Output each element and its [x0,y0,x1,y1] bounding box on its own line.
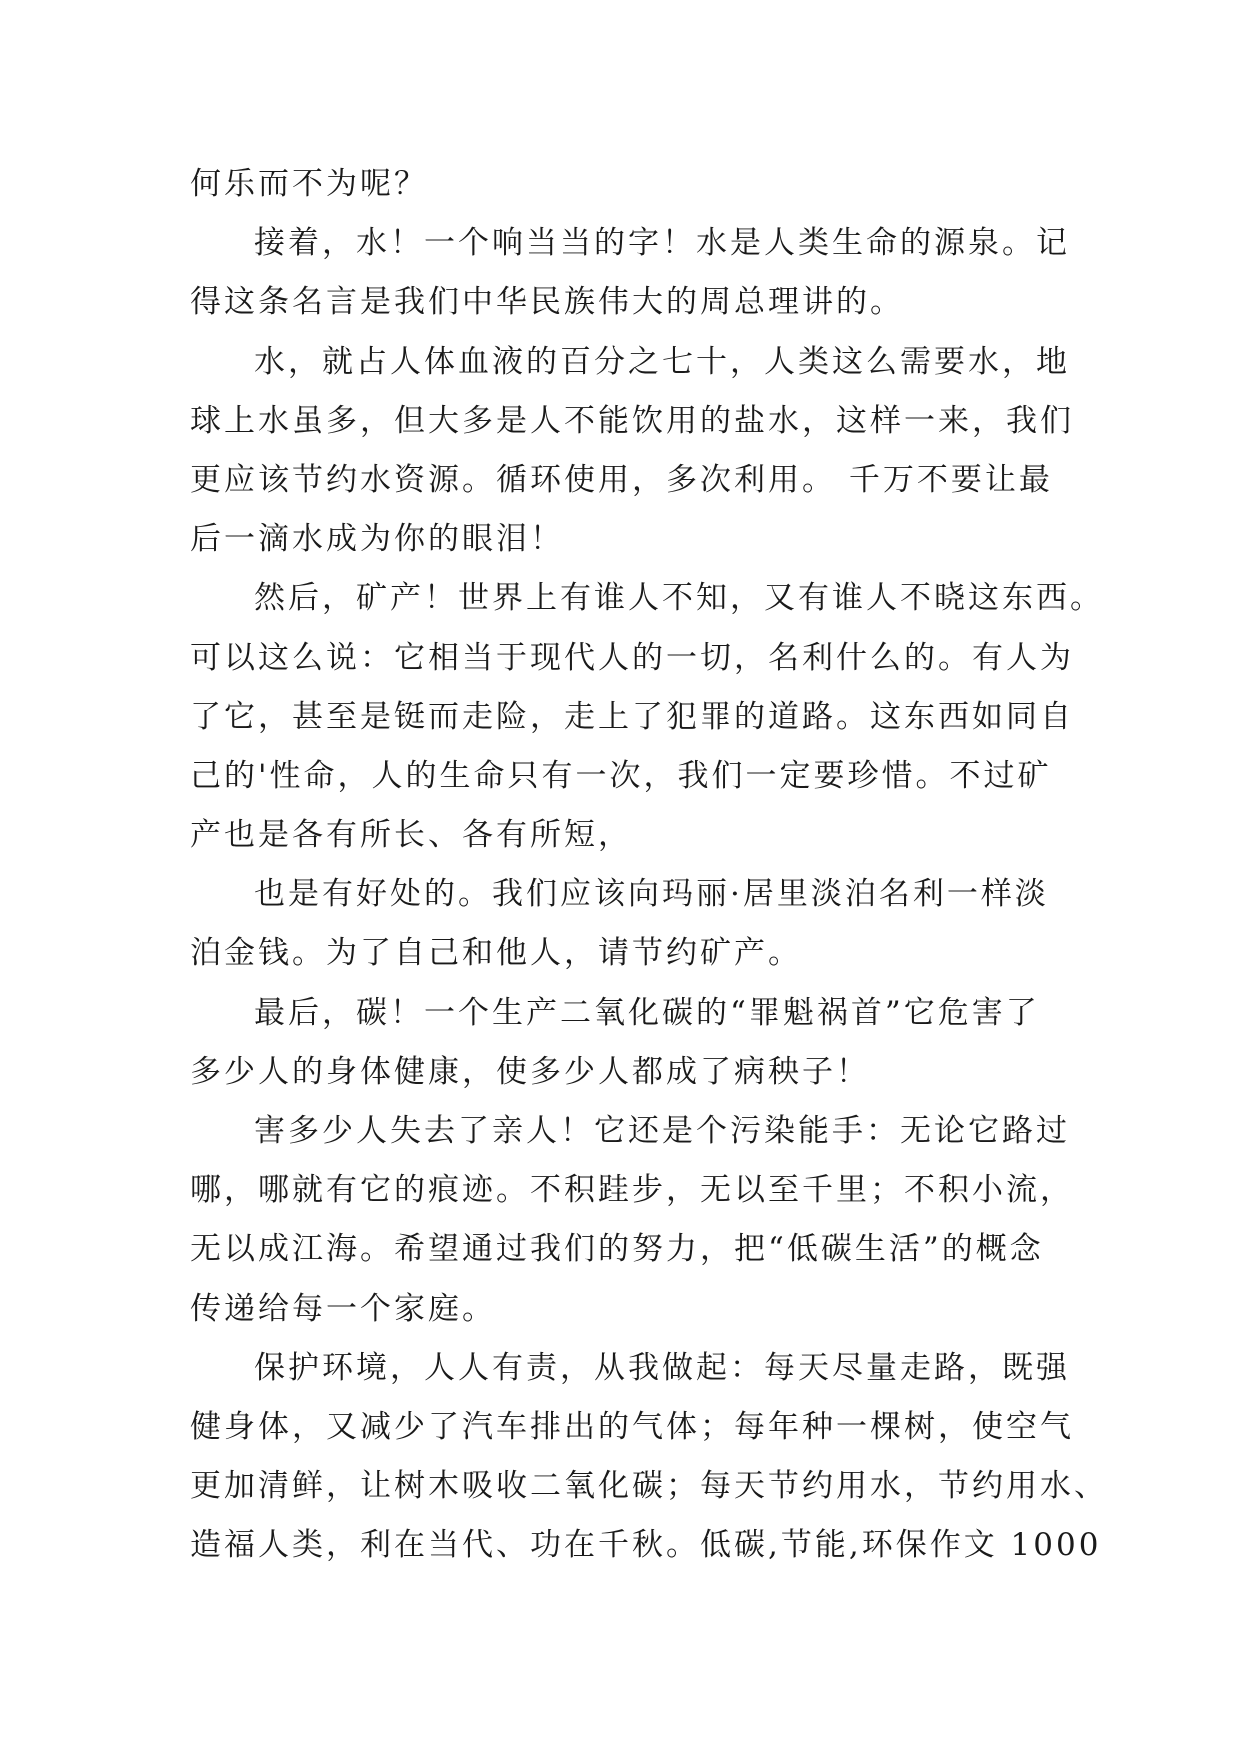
text-line: 泊金钱。为了自己和他人，请节约矿产。 [190,935,802,972]
text-line: 无以成江海。希望通过我们的努力，把“低碳生活”的概念 [190,1231,1044,1268]
text-line: 害多少人失去了亲人！它还是个污染能手：无论它路过 [254,1113,1070,1149]
text-line: 也是有好处的。我们应该向玛丽·居里淡泊名利一样淡 [254,876,1049,913]
text-line: 后一滴水成为你的眼泪！ [190,521,564,558]
text-line: 然后，矿产！世界上有谁人不知，又有谁人不晓这东西。 [254,580,1104,617]
document-body [190,155,1108,1576]
text-line: 更加清鲜，让树木吸收二氧化碳；每天节约用水，节约用水、 [190,1468,1108,1505]
text-line: 产也是各有所长、各有所短， [190,817,632,854]
text-line: 健身体，又减少了汽车排出的气体；每年种一棵树，使空气 [190,1408,1074,1445]
text-line: 何乐而不为呢？ [190,166,428,202]
text-line: 造福人类，利在当代、功在千秋。低碳,节能,环保作文 1000 [190,1527,1102,1564]
text-line: 水，就占人体血液的百分之七十，人类这么需要水，地 [254,343,1070,380]
text-line: 多少人的身体健康，使多少人都成了病秧子！ [190,1053,870,1090]
text-line: 球上水虽多，但大多是人不能饮用的盐水，这样一来，我们 [190,402,1074,439]
text-line: 传递给每一个家庭。 [190,1290,496,1327]
text-line: 最后，碳！一个生产二氧化碳的“罪魁祸首”它危害了 [254,994,1040,1031]
text-line: 了它，甚至是铤而走险，走上了犯罪的道路。这东西如同自 [190,698,1074,735]
text-line: 得这条名言是我们中华民族伟大的周总理讲的。 [190,284,904,321]
text-line: 己的'性命，人的生命只有一次，我们一定要珍惜。不过矿 [190,757,1052,794]
text-line: 保护环境，人人有责，从我做起：每天尽量走路，既强 [254,1349,1070,1386]
text-line: 哪，哪就有它的痕迹。不积跬步，无以至千里；不积小流， [190,1172,1074,1209]
text-line: 可以这么说：它相当于现代人的一切，名利什么的。有人为 [190,639,1074,676]
text-line: 接着，水！一个响当当的字！水是人类生命的源泉。记 [254,225,1070,262]
text-line: 更应该节约水资源。循环使用，多次利用。 千万不要让最 [190,461,1053,498]
